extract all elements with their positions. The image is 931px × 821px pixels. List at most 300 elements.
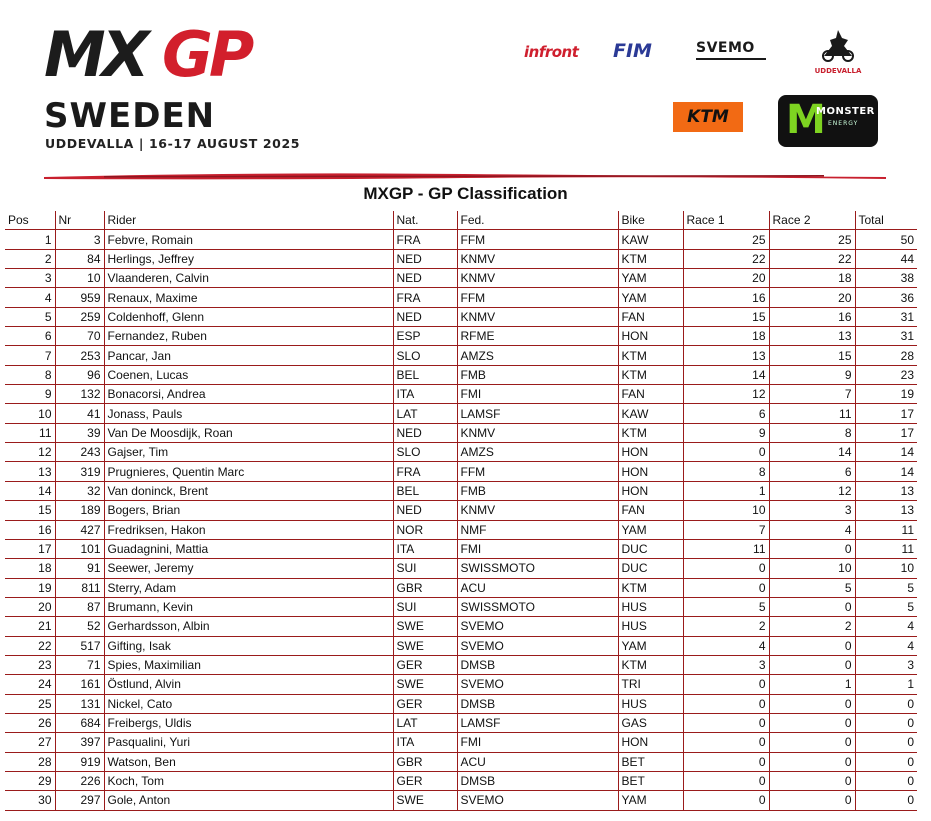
cell-race1: 0 [683, 771, 769, 790]
cell-nr: 253 [55, 346, 104, 365]
uddevalla-logo [812, 28, 864, 78]
cell-total: 38 [855, 269, 917, 288]
monster-energy-logo [778, 95, 878, 147]
cell-bike: FAN [618, 501, 683, 520]
cell-total: 4 [855, 617, 917, 636]
cell-race1: 10 [683, 501, 769, 520]
cell-rider: Guadagnini, Mattia [104, 539, 393, 558]
cell-nat: SLO [393, 346, 457, 365]
cell-race1: 11 [683, 539, 769, 558]
cell-pos: 26 [5, 713, 55, 732]
cell-rider: Prugnieres, Quentin Marc [104, 462, 393, 481]
cell-race2: 3 [769, 501, 855, 520]
monster-claw-icon: M [786, 97, 826, 143]
cell-pos: 3 [5, 269, 55, 288]
cell-nr: 101 [55, 539, 104, 558]
table-row [5, 694, 917, 713]
cell-fed: FMI [457, 385, 618, 404]
cell-bike: YAM [618, 269, 683, 288]
results-table [5, 211, 917, 811]
table-row [5, 307, 917, 326]
cell-race1: 0 [683, 559, 769, 578]
cell-bike: HON [618, 733, 683, 752]
cell-pos: 25 [5, 694, 55, 713]
cell-rider: Van doninck, Brent [104, 481, 393, 500]
cell-nat: GBR [393, 578, 457, 597]
cell-nat: SWE [393, 617, 457, 636]
cell-nr: 319 [55, 462, 104, 481]
cell-nat: LAT [393, 404, 457, 423]
cell-nr: 96 [55, 365, 104, 384]
cell-bike: DUC [618, 539, 683, 558]
cell-nr: 91 [55, 559, 104, 578]
cell-rider: Bogers, Brian [104, 501, 393, 520]
cell-pos: 14 [5, 481, 55, 500]
cell-total: 0 [855, 733, 917, 752]
table-row [5, 520, 917, 539]
cell-nat: GER [393, 655, 457, 674]
cell-bike: BET [618, 752, 683, 771]
cell-race1: 16 [683, 288, 769, 307]
cell-bike: KTM [618, 655, 683, 674]
cell-nr: 226 [55, 771, 104, 790]
cell-race2: 0 [769, 791, 855, 810]
cell-nr: 84 [55, 249, 104, 268]
cell-race1: 20 [683, 269, 769, 288]
cell-race2: 20 [769, 288, 855, 307]
table-row [5, 501, 917, 520]
cell-nr: 3 [55, 230, 104, 249]
cell-pos: 15 [5, 501, 55, 520]
cell-rider: Pancar, Jan [104, 346, 393, 365]
uddevalla-logo-text: UDDEVALLA [814, 67, 862, 75]
cell-bike: KAW [618, 230, 683, 249]
cell-pos: 27 [5, 733, 55, 752]
cell-nr: 70 [55, 327, 104, 346]
report-title: MXGP - GP Classification [363, 184, 568, 203]
cell-nat: NED [393, 423, 457, 442]
table-row [5, 404, 917, 423]
table-row [5, 249, 917, 268]
cell-total: 14 [855, 462, 917, 481]
cell-fed: LAMSF [457, 713, 618, 732]
cell-fed: SVEMO [457, 675, 618, 694]
cell-race1: 6 [683, 404, 769, 423]
cell-fed: RFME [457, 327, 618, 346]
cell-race1: 15 [683, 307, 769, 326]
cell-race1: 0 [683, 791, 769, 810]
cell-total: 0 [855, 713, 917, 732]
cell-pos: 7 [5, 346, 55, 365]
cell-fed: FMB [457, 481, 618, 500]
cell-nr: 189 [55, 501, 104, 520]
cell-pos: 22 [5, 636, 55, 655]
cell-race2: 8 [769, 423, 855, 442]
cell-pos: 23 [5, 655, 55, 674]
cell-total: 1 [855, 675, 917, 694]
cell-nat: NED [393, 249, 457, 268]
col-header-rider: Rider [104, 211, 393, 230]
cell-race2: 0 [769, 752, 855, 771]
infront-logo: infront [524, 43, 579, 61]
cell-bike: HON [618, 481, 683, 500]
cell-nr: 919 [55, 752, 104, 771]
cell-total: 17 [855, 404, 917, 423]
table-row [5, 539, 917, 558]
svg-text:GP: GP [162, 24, 251, 84]
cell-rider: Gajser, Tim [104, 443, 393, 462]
cell-race1: 22 [683, 249, 769, 268]
cell-nat: SLO [393, 443, 457, 462]
cell-bike: YAM [618, 288, 683, 307]
cell-rider: Van De Moosdijk, Roan [104, 423, 393, 442]
table-row [5, 230, 917, 249]
cell-nat: GER [393, 771, 457, 790]
cell-total: 31 [855, 307, 917, 326]
cell-race1: 5 [683, 597, 769, 616]
cell-pos: 11 [5, 423, 55, 442]
cell-rider: Coldenhoff, Glenn [104, 307, 393, 326]
cell-race2: 0 [769, 636, 855, 655]
cell-race1: 14 [683, 365, 769, 384]
cell-nat: BEL [393, 481, 457, 500]
cell-nat: ITA [393, 733, 457, 752]
cell-nat: SUI [393, 559, 457, 578]
fim-logo: FIM [613, 40, 652, 62]
table-row [5, 269, 917, 288]
cell-pos: 29 [5, 771, 55, 790]
cell-nr: 684 [55, 713, 104, 732]
cell-nat: ITA [393, 539, 457, 558]
svemo-underline [696, 58, 766, 60]
cell-total: 36 [855, 288, 917, 307]
cell-rider: Fredriksen, Hakon [104, 520, 393, 539]
cell-fed: FMI [457, 539, 618, 558]
cell-rider: Östlund, Alvin [104, 675, 393, 694]
cell-bike: HON [618, 443, 683, 462]
table-row [5, 675, 917, 694]
cell-bike: KAW [618, 404, 683, 423]
cell-pos: 8 [5, 365, 55, 384]
cell-pos: 21 [5, 617, 55, 636]
cell-race1: 2 [683, 617, 769, 636]
cell-race1: 1 [683, 481, 769, 500]
cell-nr: 39 [55, 423, 104, 442]
cell-total: 23 [855, 365, 917, 384]
cell-race1: 12 [683, 385, 769, 404]
cell-total: 0 [855, 791, 917, 810]
table-row [5, 733, 917, 752]
cell-fed: KNMV [457, 307, 618, 326]
cell-race1: 3 [683, 655, 769, 674]
cell-race2: 10 [769, 559, 855, 578]
col-header-fed: Fed. [457, 211, 618, 230]
table-row [5, 288, 917, 307]
col-header-bike: Bike [618, 211, 683, 230]
monster-logo-subtext: ENERGY [828, 120, 859, 127]
cell-fed: SWISSMOTO [457, 559, 618, 578]
cell-total: 5 [855, 597, 917, 616]
table-row [5, 365, 917, 384]
cell-race1: 0 [683, 694, 769, 713]
cell-nr: 32 [55, 481, 104, 500]
table-row [5, 597, 917, 616]
cell-pos: 30 [5, 791, 55, 810]
mxgp-logo [44, 24, 294, 84]
cell-pos: 24 [5, 675, 55, 694]
cell-race1: 4 [683, 636, 769, 655]
cell-race1: 0 [683, 752, 769, 771]
cell-total: 11 [855, 520, 917, 539]
results-body [5, 230, 917, 810]
cell-nr: 87 [55, 597, 104, 616]
cell-total: 10 [855, 559, 917, 578]
cell-fed: FFM [457, 288, 618, 307]
cell-rider: Coenen, Lucas [104, 365, 393, 384]
cell-nr: 132 [55, 385, 104, 404]
table-row [5, 636, 917, 655]
rider-silhouette-icon [818, 28, 858, 62]
cell-total: 11 [855, 539, 917, 558]
cell-total: 17 [855, 423, 917, 442]
cell-fed: SVEMO [457, 636, 618, 655]
cell-nat: LAT [393, 713, 457, 732]
cell-nr: 71 [55, 655, 104, 674]
cell-fed: AMZS [457, 346, 618, 365]
col-header-nat: Nat. [393, 211, 457, 230]
cell-fed: KNMV [457, 501, 618, 520]
cell-nat: SUI [393, 597, 457, 616]
cell-race2: 11 [769, 404, 855, 423]
cell-nr: 959 [55, 288, 104, 307]
cell-race1: 0 [683, 733, 769, 752]
cell-fed: FFM [457, 462, 618, 481]
cell-race1: 25 [683, 230, 769, 249]
monster-logo-text: MONSTER [816, 106, 875, 117]
cell-rider: Brumann, Kevin [104, 597, 393, 616]
cell-race1: 8 [683, 462, 769, 481]
cell-rider: Gole, Anton [104, 791, 393, 810]
cell-rider: Koch, Tom [104, 771, 393, 790]
cell-race1: 7 [683, 520, 769, 539]
cell-fed: FFM [457, 230, 618, 249]
cell-bike: YAM [618, 520, 683, 539]
svg-text:MX: MX [44, 24, 146, 84]
cell-pos: 9 [5, 385, 55, 404]
table-row [5, 385, 917, 404]
cell-rider: Freibergs, Uldis [104, 713, 393, 732]
cell-fed: NMF [457, 520, 618, 539]
cell-total: 13 [855, 481, 917, 500]
cell-nr: 397 [55, 733, 104, 752]
cell-nr: 259 [55, 307, 104, 326]
cell-nr: 517 [55, 636, 104, 655]
cell-total: 5 [855, 578, 917, 597]
table-row [5, 462, 917, 481]
cell-nat: FRA [393, 230, 457, 249]
cell-race1: 0 [683, 578, 769, 597]
cell-race2: 0 [769, 655, 855, 674]
cell-race2: 0 [769, 694, 855, 713]
cell-nr: 243 [55, 443, 104, 462]
cell-nat: SWE [393, 675, 457, 694]
cell-fed: SVEMO [457, 791, 618, 810]
cell-race1: 0 [683, 713, 769, 732]
cell-race2: 4 [769, 520, 855, 539]
cell-fed: DMSB [457, 655, 618, 674]
cell-race2: 22 [769, 249, 855, 268]
cell-total: 19 [855, 385, 917, 404]
cell-fed: AMZS [457, 443, 618, 462]
cell-race2: 0 [769, 771, 855, 790]
cell-total: 0 [855, 752, 917, 771]
cell-bike: KTM [618, 578, 683, 597]
cell-total: 0 [855, 694, 917, 713]
cell-nat: NED [393, 269, 457, 288]
cell-nr: 161 [55, 675, 104, 694]
cell-fed: ACU [457, 752, 618, 771]
cell-race2: 7 [769, 385, 855, 404]
cell-nat: GBR [393, 752, 457, 771]
table-row [5, 617, 917, 636]
cell-nat: FRA [393, 288, 457, 307]
cell-total: 31 [855, 327, 917, 346]
cell-bike: YAM [618, 636, 683, 655]
cell-race2: 2 [769, 617, 855, 636]
cell-pos: 19 [5, 578, 55, 597]
cell-bike: HUS [618, 694, 683, 713]
cell-bike: DUC [618, 559, 683, 578]
cell-bike: FAN [618, 307, 683, 326]
cell-rider: Seewer, Jeremy [104, 559, 393, 578]
cell-nat: BEL [393, 365, 457, 384]
cell-bike: HUS [618, 597, 683, 616]
brush-divider [44, 170, 886, 182]
cell-nat: ITA [393, 385, 457, 404]
cell-pos: 20 [5, 597, 55, 616]
cell-bike: HUS [618, 617, 683, 636]
cell-rider: Gerhardsson, Albin [104, 617, 393, 636]
col-header-nr: Nr [55, 211, 104, 230]
cell-fed: ACU [457, 578, 618, 597]
cell-pos: 17 [5, 539, 55, 558]
cell-race1: 18 [683, 327, 769, 346]
cell-race2: 5 [769, 578, 855, 597]
svemo-logo [696, 40, 770, 60]
cell-bike: KTM [618, 423, 683, 442]
cell-bike: YAM [618, 791, 683, 810]
cell-race2: 16 [769, 307, 855, 326]
cell-fed: DMSB [457, 771, 618, 790]
cell-rider: Gifting, Isak [104, 636, 393, 655]
cell-nr: 41 [55, 404, 104, 423]
col-header-total: Total [855, 211, 917, 230]
table-row [5, 346, 917, 365]
event-title: SWEDEN [44, 96, 216, 136]
cell-nat: FRA [393, 462, 457, 481]
cell-fed: SVEMO [457, 617, 618, 636]
cell-bike: KTM [618, 249, 683, 268]
cell-bike: TRI [618, 675, 683, 694]
cell-fed: SWISSMOTO [457, 597, 618, 616]
cell-nr: 10 [55, 269, 104, 288]
cell-race2: 0 [769, 733, 855, 752]
cell-nat: SWE [393, 636, 457, 655]
cell-race2: 25 [769, 230, 855, 249]
cell-bike: BET [618, 771, 683, 790]
cell-total: 3 [855, 655, 917, 674]
cell-race2: 12 [769, 481, 855, 500]
table-row [5, 791, 917, 810]
cell-rider: Sterry, Adam [104, 578, 393, 597]
cell-race1: 0 [683, 443, 769, 462]
table-row [5, 481, 917, 500]
cell-nr: 297 [55, 791, 104, 810]
cell-nr: 131 [55, 694, 104, 713]
table-row [5, 655, 917, 674]
cell-bike: HON [618, 327, 683, 346]
cell-race2: 15 [769, 346, 855, 365]
cell-rider: Nickel, Cato [104, 694, 393, 713]
cell-rider: Herlings, Jeffrey [104, 249, 393, 268]
cell-fed: KNMV [457, 249, 618, 268]
cell-rider: Renaux, Maxime [104, 288, 393, 307]
cell-rider: Vlaanderen, Calvin [104, 269, 393, 288]
table-row [5, 578, 917, 597]
cell-race1: 9 [683, 423, 769, 442]
cell-bike: KTM [618, 365, 683, 384]
cell-race2: 0 [769, 539, 855, 558]
cell-total: 50 [855, 230, 917, 249]
col-header-race1: Race 1 [683, 211, 769, 230]
cell-nr: 52 [55, 617, 104, 636]
table-header-row [5, 211, 917, 230]
cell-pos: 13 [5, 462, 55, 481]
cell-race2: 1 [769, 675, 855, 694]
cell-nat: GER [393, 694, 457, 713]
cell-pos: 1 [5, 230, 55, 249]
col-header-pos: Pos [5, 211, 55, 230]
table-row [5, 443, 917, 462]
col-header-race2: Race 2 [769, 211, 855, 230]
cell-race2: 14 [769, 443, 855, 462]
cell-pos: 2 [5, 249, 55, 268]
cell-pos: 28 [5, 752, 55, 771]
cell-total: 14 [855, 443, 917, 462]
cell-total: 4 [855, 636, 917, 655]
event-subtitle: UDDEVALLA | 16-17 AUGUST 2025 [45, 136, 301, 151]
cell-bike: FAN [618, 385, 683, 404]
cell-fed: LAMSF [457, 404, 618, 423]
cell-fed: FMI [457, 733, 618, 752]
cell-nat: NOR [393, 520, 457, 539]
cell-pos: 18 [5, 559, 55, 578]
cell-race2: 13 [769, 327, 855, 346]
cell-fed: KNMV [457, 423, 618, 442]
cell-total: 44 [855, 249, 917, 268]
cell-rider: Pasqualini, Yuri [104, 733, 393, 752]
table-row [5, 752, 917, 771]
table-row [5, 713, 917, 732]
cell-fed: FMB [457, 365, 618, 384]
cell-race2: 0 [769, 597, 855, 616]
cell-bike: GAS [618, 713, 683, 732]
cell-pos: 6 [5, 327, 55, 346]
cell-rider: Fernandez, Ruben [104, 327, 393, 346]
cell-pos: 5 [5, 307, 55, 326]
ktm-logo: KTM [673, 102, 743, 132]
cell-total: 28 [855, 346, 917, 365]
